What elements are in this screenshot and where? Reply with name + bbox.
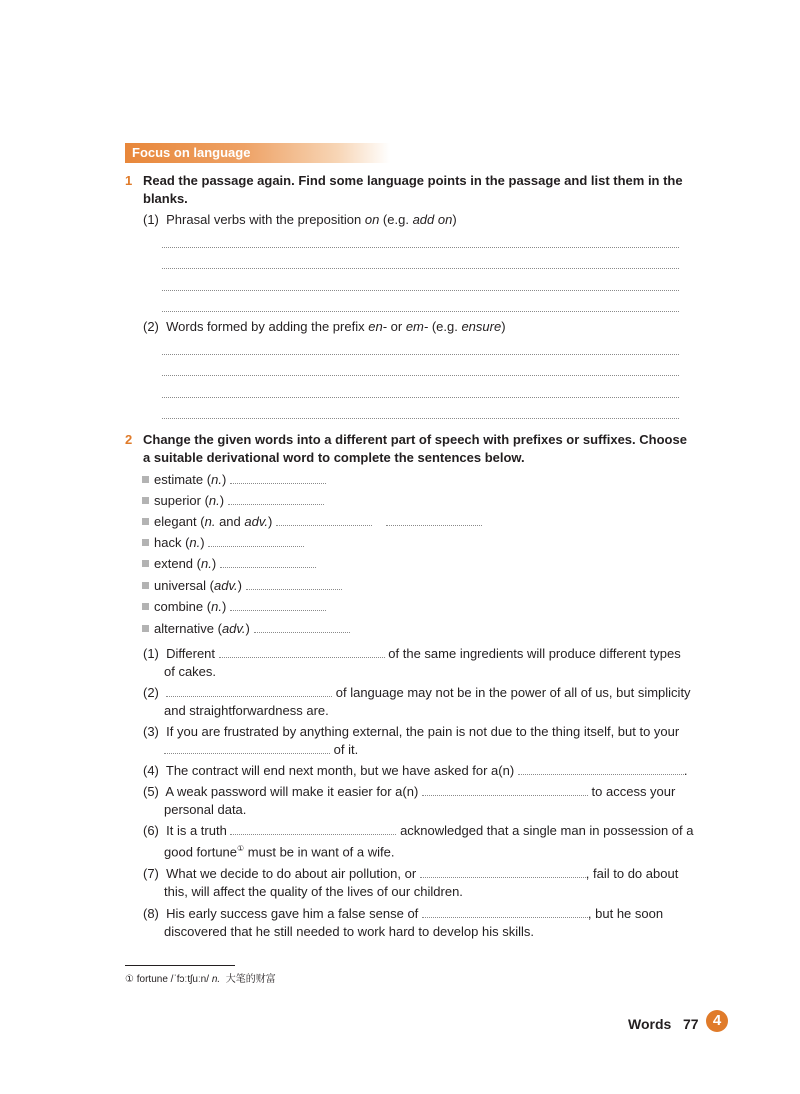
answer-line[interactable] [162, 418, 679, 419]
question-2-number: 2 [125, 432, 133, 447]
answer-line[interactable] [162, 247, 679, 248]
word-blank[interactable] [386, 513, 482, 526]
sentence-blank[interactable] [219, 645, 385, 658]
square-bullet-icon [142, 497, 149, 504]
square-bullet-icon [142, 560, 149, 567]
square-bullet-icon [142, 582, 149, 589]
sentence-5: (5) A weak password will make it easier for a(n) to access your personal data. [143, 784, 676, 817]
word-item-alternative: alternative (adv.) [142, 620, 350, 638]
sentence-blank[interactable] [422, 783, 588, 796]
word-item-elegant: elegant (n. and adv.) [142, 513, 482, 531]
sentence-4: (4) The contract will end next month, but we have asked for a(n) . [143, 763, 688, 778]
square-bullet-icon [142, 603, 149, 610]
word-item-combine: combine (n.) [142, 598, 326, 616]
word-blank[interactable] [254, 620, 350, 633]
unit-badge: 4 [706, 1010, 728, 1032]
sentence-blank[interactable] [420, 865, 586, 878]
word-blank[interactable] [208, 534, 304, 547]
sentence-7: (7) What we decide to do about air pollution, or , fail to do about this, will affect the quality of the lives of our children. [143, 866, 679, 899]
word-blank[interactable] [220, 555, 316, 568]
sentence-1: (1) Different of the same ingredients will produce different types of cakes. [143, 646, 681, 679]
word-item-estimate: estimate (n.) [142, 471, 326, 489]
page-number: 77 [683, 1016, 699, 1032]
square-bullet-icon [142, 625, 149, 632]
question-2-text: Change the given words into a different part of speech with prefixes or suffixes. Choose a suitable derivational word to complete the sentences below. [143, 432, 687, 465]
square-bullet-icon [142, 539, 149, 546]
word-blank[interactable] [230, 598, 326, 611]
word-item-universal: universal (adv.) [142, 577, 342, 595]
word-item-extend: extend (n.) [142, 555, 316, 573]
answer-line[interactable] [162, 397, 679, 398]
word-blank[interactable] [230, 471, 326, 484]
sentence-blank[interactable] [166, 684, 332, 697]
sentence-blank[interactable] [230, 822, 396, 835]
sentence-3: (3) If you are frustrated by anything external, the pain is not due to the thing itself, but to your of it. [143, 724, 680, 757]
q1-sub-1: (1) Phrasal verbs with the preposition on (e.g. add on) [143, 212, 457, 227]
question-1-number: 1 [125, 173, 133, 188]
sentence-blank[interactable] [422, 905, 588, 918]
sentence-2: (2) of language may not be in the power of all of us, but simplicity and straightforwardness are. [143, 685, 691, 718]
word-blank[interactable] [228, 492, 324, 505]
answer-line[interactable] [162, 375, 679, 376]
square-bullet-icon [142, 518, 149, 525]
sentence-8: (8) His early success gave him a false sense of , but he soon discovered that he still needed to work hard to develop his skills. [143, 906, 664, 939]
word-blank[interactable] [246, 577, 342, 590]
sentence-blank[interactable] [164, 741, 330, 754]
word-item-superior: superior (n.) [142, 492, 324, 510]
page-label: Words [628, 1016, 672, 1032]
sentence-blank[interactable] [518, 762, 684, 775]
answer-line[interactable] [162, 354, 679, 355]
footnote-ref: ① [237, 844, 245, 853]
section-banner: Focus on language [125, 143, 390, 163]
q1-sub-2: (2) Words formed by adding the prefix en- or em- (e.g. ensure) [143, 319, 506, 334]
word-blank[interactable] [276, 513, 372, 526]
sentence-6: (6) It is a truth acknowledged that a single man in possession of a good fortune① must be in want of a wife. [143, 823, 694, 860]
word-item-hack: hack (n.) [142, 534, 304, 552]
answer-line[interactable] [162, 311, 679, 312]
answer-line[interactable] [162, 268, 679, 269]
footnote-rule [125, 965, 235, 966]
footnote: ① fortune /ˈfɔːtʃuːn/ n. 大笔的财富 [125, 974, 276, 985]
answer-line[interactable] [162, 290, 679, 291]
question-1-text: Read the passage again. Find some language points in the passage and list them in the blanks. [143, 173, 683, 206]
square-bullet-icon [142, 476, 149, 483]
